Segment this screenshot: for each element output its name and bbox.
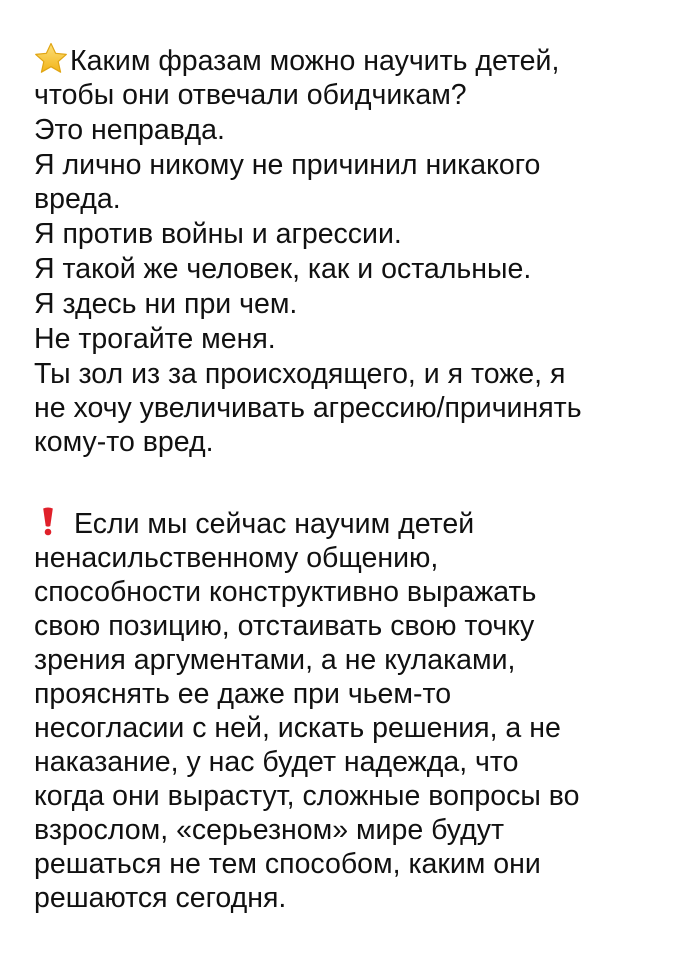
nvc-line: решаются сегодня. [34,882,287,914]
phrase-line: вреда. [34,183,121,215]
heading-line-2: чтобы они отвечали обидчикам? [34,79,467,111]
phrase-line: Я лично никому не причинил никакого [34,149,541,181]
phrase-line: кому-то вред. [34,426,214,458]
phrase-item [34,322,674,356]
phrase-item [34,357,674,459]
nvc-line: способности конструктивно выражать [34,576,537,608]
phrase-line: Ты зол из за происходящего, и я тоже, я [34,358,566,390]
phrase-line: Не трогайте меня. [34,323,276,355]
heading-line-1 [34,42,674,78]
nvc-line-1 [34,506,674,541]
phrase-line: Это неправда. [34,114,225,146]
nvc-line: когда они вырастут, сложные вопросы во [34,780,580,812]
phrase-item [34,113,674,147]
phrase-line: Я такой же человек, как и остальные. [34,253,532,285]
nvc-line: ненасильственному общению, [34,542,439,574]
phrase-line: Я против войны и агрессии. [34,218,402,250]
section-spacer [34,460,674,506]
section-nvc [34,506,674,915]
phrase-item [34,217,674,251]
nvc-line: наказание, у нас будет надежда, что [34,746,519,778]
heading-text-1: Каким фразам можно научить детей, [70,45,560,77]
phrases-heading [34,42,674,112]
star-icon [34,42,68,74]
phrase-line: Я здесь ни при чем. [34,288,298,320]
phrase-item [34,252,674,286]
phrase-item [34,148,674,216]
phrase-line: не хочу увеличивать агрессию/причинять [34,392,582,424]
nvc-line: свою позицию, отстаивать свою точку [34,610,535,642]
section-phrases [34,42,674,459]
post-content [34,42,674,915]
nvc-line: зрения аргументами, а не кулаками, [34,644,516,676]
exclamation-icon [40,506,56,536]
phrase-item [34,287,674,321]
nvc-line: несогласии с ней, искать решения, а не [34,712,561,744]
nvc-line: прояснять ее даже при чьем-то [34,678,452,710]
nvc-line: решаться не тем способом, каким они [34,848,541,880]
nvc-text-1: Если мы сейчас научим детей [74,508,475,540]
nvc-line: взрослом, «серьезном» мире будут [34,814,505,846]
